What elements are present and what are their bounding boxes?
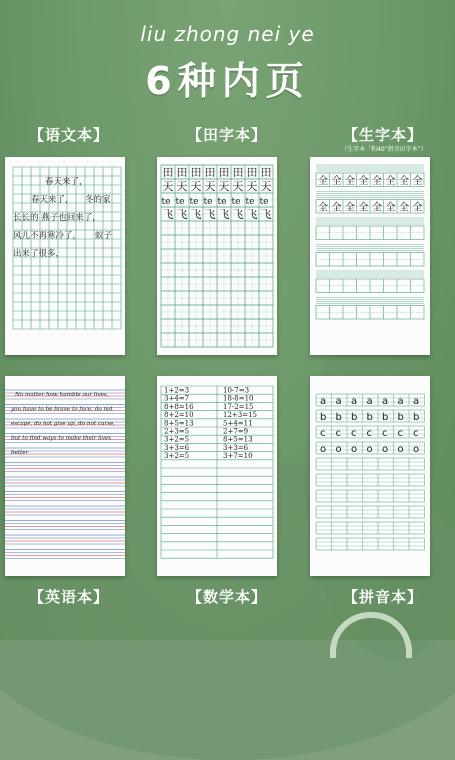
pinyin-letter: o	[413, 444, 420, 455]
handwritten-line: 春天来了，	[31, 195, 74, 205]
pinyin-subtitle: liu zhong nei ye	[140, 22, 315, 46]
practice-char: 飞	[260, 208, 272, 221]
pinyin-letter: a	[366, 396, 373, 407]
practice-char: 全	[358, 176, 369, 187]
practice-char: te	[175, 197, 185, 207]
pinyin-letter: b	[366, 412, 373, 423]
pinyin-letter: b	[351, 412, 358, 423]
practice-char: 全	[331, 202, 342, 214]
pinyin-letter: o	[397, 444, 404, 455]
shengzi-grid	[310, 157, 430, 355]
practice-char: 全	[358, 202, 369, 214]
card-yingyu	[5, 376, 125, 576]
handwritten-line: 春天来了，	[45, 177, 88, 187]
pinyin-letter: a	[320, 396, 327, 407]
pinyin-letter: c	[397, 428, 403, 439]
math-problem: 8+5=13	[223, 435, 253, 444]
pinyin-letter: c	[320, 428, 326, 439]
practice-char: 田	[176, 166, 188, 179]
math-problem: 12+3=15	[223, 411, 257, 420]
math-problem: 10-7=3	[223, 386, 250, 395]
practice-char: 天	[190, 180, 202, 193]
practice-char: te	[189, 197, 199, 207]
card-shengzi	[310, 157, 430, 355]
pinyin-letter: a	[335, 396, 342, 407]
practice-char: 田	[204, 166, 216, 179]
math-problem: 3+2=5	[164, 435, 190, 444]
practice-char: 全	[399, 176, 409, 187]
pinyin-letter: a	[397, 396, 404, 407]
card-shuxue	[157, 376, 277, 576]
practice-char: 全	[372, 202, 382, 214]
practice-char: 天	[218, 180, 230, 193]
math-problem: 2+3=5	[164, 427, 190, 436]
handwritten-line: 蚁子	[95, 231, 113, 241]
practice-char: 田	[246, 166, 258, 179]
handwritten-line: 风儿不再寒冷了，	[13, 231, 82, 241]
practice-char: te	[161, 197, 171, 207]
pinyin-letter: o	[382, 444, 389, 455]
practice-char: 天	[176, 180, 188, 193]
pinyin-letter: o	[366, 444, 373, 455]
english-sentence: but to find ways to make their lives	[11, 435, 112, 442]
pinyin-letter: o	[335, 444, 342, 455]
practice-char: 田	[190, 166, 202, 179]
math-problem: 3+4=7	[164, 394, 190, 403]
practice-char: 田	[218, 166, 230, 179]
practice-char: 天	[204, 180, 216, 193]
pinyin-letter: c	[413, 428, 419, 439]
practice-char: 全	[412, 176, 423, 187]
label-shengzi: 【生字本】	[342, 126, 423, 144]
math-problem: 3+3=6	[223, 443, 249, 452]
practice-char: 飞	[204, 208, 216, 221]
practice-char: 飞	[162, 208, 174, 221]
pinyin-letter: b	[397, 412, 404, 423]
pinyin-letter: c	[382, 428, 388, 439]
math-problem: 3+2=5	[164, 452, 190, 461]
handwritten-line: 长长的 燕子也回来了，	[13, 213, 101, 223]
practice-char: 全	[345, 202, 355, 214]
label-shuxue: 【数学本】	[186, 588, 267, 606]
practice-char: 天	[232, 180, 244, 193]
practice-char: te	[259, 197, 269, 207]
pinyin-grid	[310, 376, 430, 576]
practice-char: 天	[246, 180, 258, 193]
pinyin-letter: o	[320, 444, 327, 455]
practice-char: 全	[385, 202, 396, 214]
english-sentence: you have to be brave to face, do not	[11, 406, 113, 413]
practice-char: 飞	[232, 208, 244, 221]
pinyin-letter: a	[351, 396, 358, 407]
label-pinyin: 【拼音本】	[342, 588, 423, 606]
math-problem: 8+5=13	[164, 419, 194, 428]
pinyin-letter: b	[413, 412, 420, 423]
practice-char: 飞	[218, 208, 230, 221]
pinyin-letter: a	[413, 396, 420, 407]
page-title: 6种内页	[145, 59, 310, 103]
practice-char: te	[217, 197, 227, 207]
math-problem: 1+2=3	[164, 386, 190, 395]
label-yingyu: 【英语本】	[28, 588, 109, 606]
pinyin-letter: c	[335, 428, 341, 439]
practice-char: 田	[232, 166, 244, 179]
practice-char: te	[203, 197, 213, 207]
math-problem: 3+3=6	[164, 443, 190, 452]
practice-char: 全	[318, 202, 328, 214]
yuwen-grid	[5, 157, 125, 355]
practice-char: te	[231, 197, 241, 207]
pinyin-letter: a	[382, 396, 389, 407]
practice-char: 飞	[246, 208, 258, 221]
label-tianzi: 【田字本】	[186, 126, 267, 144]
card-tianzi	[157, 157, 277, 355]
label-shengzi-note: （生字本「和40”拼音田字本”）	[341, 146, 427, 153]
practice-char: 全	[399, 202, 409, 214]
math-problem: 17-2=15	[223, 402, 254, 411]
practice-char: 飞	[190, 208, 202, 221]
math-problem: 8+8=16	[164, 402, 194, 411]
english-sentence: better	[11, 450, 29, 456]
pinyin-letter: o	[351, 444, 358, 455]
practice-char: 全	[412, 202, 423, 214]
pinyin-letter: c	[351, 428, 357, 439]
practice-char: te	[245, 197, 255, 207]
label-yuwen: 【语文本】	[28, 126, 109, 144]
shuxue-grid	[157, 376, 277, 576]
practice-char: 全	[372, 176, 382, 187]
practice-char: 田	[162, 166, 174, 179]
practice-char: 全	[318, 176, 328, 187]
math-problem: 8+2=10	[164, 411, 194, 420]
practice-char: 田	[260, 166, 272, 179]
english-sentence: No matter how humble our lives,	[15, 392, 109, 398]
handwritten-line: 冬的家	[85, 195, 111, 205]
card-pinyin	[310, 376, 430, 576]
yingyu-lines	[5, 376, 125, 576]
practice-char: 全	[331, 176, 342, 187]
pinyin-letter: b	[335, 412, 342, 423]
practice-char: 全	[385, 176, 396, 187]
pinyin-letter: b	[320, 412, 327, 423]
math-problem: 2+7=9	[223, 427, 249, 436]
pinyin-letter: b	[382, 412, 389, 423]
practice-char: 飞	[176, 208, 188, 221]
practice-char: 天	[162, 180, 174, 193]
practice-char: 全	[345, 176, 355, 187]
math-problem: 18-8=10	[223, 394, 254, 403]
english-sentence: escape, do not give up, do not curse,	[11, 421, 116, 427]
card-yuwen	[5, 157, 125, 355]
math-problem: 3+7=10	[223, 452, 253, 461]
practice-char: 天	[260, 180, 272, 193]
tianzi-grid	[157, 157, 277, 355]
pinyin-letter: c	[366, 428, 372, 439]
math-problem: 5+4=11	[223, 419, 253, 428]
handwritten-line: 出来了很多，	[13, 249, 65, 259]
